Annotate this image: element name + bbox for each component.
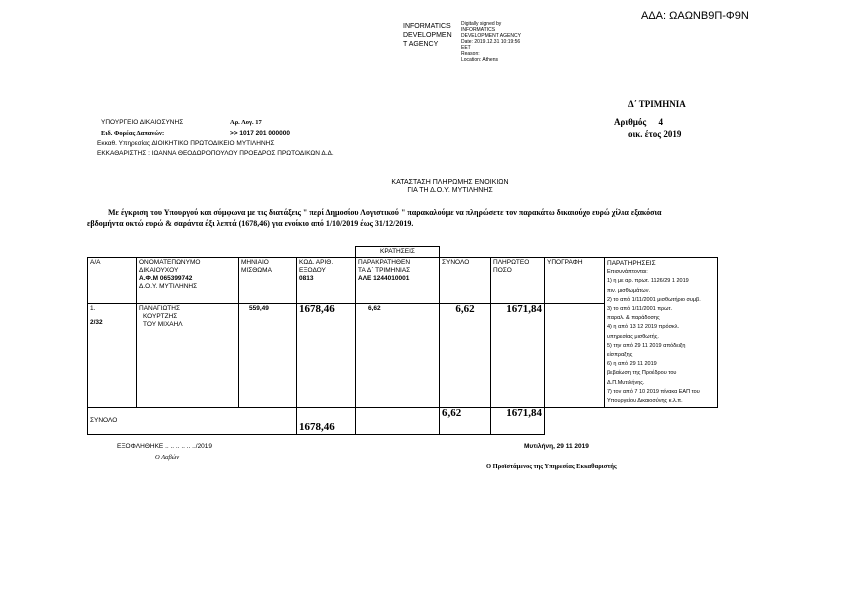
remark-line: 3) το από 1/11/2001 πρωτ.: [607, 306, 673, 313]
receiver-label: Ο Λαβών: [155, 454, 180, 461]
blank-cell: [297, 247, 356, 258]
row-aa: [88, 304, 137, 408]
beneficiary-line: ΤΟΥ ΜΙΧΑΗΛ: [143, 321, 183, 329]
digital-signature-stamp: [461, 21, 521, 63]
header-line: ΟΝΟΜΑΤΕΠΩΝΥΜΟ: [139, 259, 201, 266]
remark-line: Επισυνάπτονται:: [607, 269, 648, 276]
payable-amount: 1671,84: [506, 303, 542, 316]
ada-code: ΑΔΑ: ΩΑΩΝΒ9Π-Φ9Ν: [641, 10, 749, 22]
header-monthly-rent: [239, 258, 297, 304]
header-line: ΕΞΟΔΟΥ: [299, 267, 326, 274]
row-payable: [491, 304, 545, 408]
stamp-line: Location: Athens: [461, 57, 498, 63]
blank-cell: [491, 247, 545, 258]
remarks-cell: [605, 258, 718, 408]
remark-line: 4) η από 13 12 2019 πρόσκλ.: [607, 324, 680, 331]
header-remarks: ΠΑΡΑΤΗΡΗΣΕΙΣ: [607, 260, 656, 267]
header-expense-code: [297, 258, 356, 304]
remark-line: 2) το από 1/11/2001 μισθωτήριο συμβ.: [607, 296, 701, 303]
blank-cell: [137, 247, 239, 258]
total-row-withheld: [356, 408, 440, 435]
remark-line: πιν. μισθωμάτων.: [607, 287, 650, 294]
head-of-service: Ο Προϊστάμενος της Υπηρεσίας Εκκαθαριστής: [486, 463, 617, 470]
agency-name-line: DEVELOPMEN: [403, 32, 452, 39]
stamp-line: Date: 2019.12.31 10:19:56: [461, 39, 521, 45]
header-signature: ΥΠΟΓΡΑΦΗ: [545, 258, 605, 304]
beneficiary-line: ΚΟΥΡΤΖΗΣ: [143, 313, 178, 321]
header-line: ΤΑ Δ΄ ΤΡΙΜΗΝΙΑΣ: [358, 267, 411, 274]
header-line: Α.Φ.Μ 065399742: [139, 275, 193, 282]
account-number: Αρ. Λογ. 17: [230, 119, 262, 126]
beneficiary-line: ΠΑΝΑΓΙΩΤΗΣ: [139, 305, 180, 313]
remark-line: βεβαίωση της Προέδρου του: [607, 370, 677, 377]
blank-cell: [239, 247, 297, 258]
place-date: Μυτιλήνη, 29 11 2019: [524, 443, 589, 450]
header-line: ΜΙΣΘΩΜΑ: [241, 267, 272, 274]
remark-line: 6) η από 29 11 2019: [607, 361, 657, 368]
total-row-expense: [297, 408, 356, 435]
remark-line: παραλ. & παράδοσης: [607, 315, 660, 322]
grand-total-amount: 6,62: [442, 407, 462, 420]
stamp-line: DEVELOPMENT AGENCY: [461, 33, 521, 39]
header-line: 0813: [299, 275, 314, 282]
special-body-label: Ειδ. Φορέας Δαπανών:: [101, 130, 165, 137]
row-beneficiary: [137, 304, 239, 408]
agency-name: [403, 22, 452, 49]
header-withheld: [356, 258, 440, 304]
total-row-label: ΣΥΝΟΛΟ: [88, 408, 297, 435]
blank-cell: [605, 247, 718, 258]
number-label: Αριθμός: [614, 117, 647, 127]
remark-line: 5) την από 29 11 2019 απόδειξη: [607, 342, 686, 349]
remark-line: Δ.Π.Μυτιλήνης.: [607, 379, 645, 386]
total-row-blank: [545, 408, 718, 435]
header-total: ΣΥΝΟΛΟ: [440, 258, 491, 304]
remark-line: Υπουργείου Δικαιοσύνης κ.λ.π.: [607, 398, 683, 405]
remark-line: 7) τον από 7 10 2019 πίνακα ΕΑΠ του: [607, 388, 700, 395]
blank-cell: [440, 247, 491, 258]
document-subtitle: ΓΙΑ ΤΗ Δ.Ο.Υ. ΜΥΤΙΛΗΝΗΣ: [407, 187, 493, 194]
stamp-line: Reason:: [461, 51, 480, 57]
remark-line: 1) η με αρ. πρωτ. 1126/29 1 2019: [607, 278, 689, 285]
grand-payable-amount: 1671,84: [506, 407, 542, 420]
remark-line: είσπραξης: [607, 352, 633, 359]
row-number: 1.: [90, 305, 96, 313]
header-line: ΠΛΗΡΩΤΕΟ: [493, 259, 530, 266]
number-value: 4: [658, 117, 663, 127]
total-amount: 6,62: [455, 303, 475, 316]
ministry-name: ΥΠΟΥΡΓΕΙΟ ΔΙΚΑΙΟΣΥΝΗΣ: [101, 119, 184, 126]
stamp-line: Digitally signed by: [461, 21, 502, 27]
paid-line: ΕΞΟΦΛΗΘΗΚΕ .. .. .. .. .. ../2019: [117, 443, 213, 450]
intro-line: εβδομήντα οκτώ ευρώ & σαράντα έξι λεπτά (1678,46) για ενοίκιο από 1/10/2019 έως 31/12/2019.: [87, 219, 414, 228]
payment-table: [87, 246, 718, 435]
fiscal-year: οικ. έτος 2019: [628, 129, 682, 139]
header-line: ΠΟΣΟ: [493, 267, 512, 274]
document-number: [614, 117, 663, 127]
remark-line: υπηρεσίας μισθωτής.: [607, 333, 659, 340]
header-line: ΑΛΕ 1244010001: [358, 275, 410, 282]
total-expense-amount: 1678,46: [299, 421, 335, 434]
blank-cell: [545, 247, 605, 258]
row-expense-amount: [297, 304, 356, 408]
blank-cell: [88, 247, 137, 258]
total-row-total: [440, 408, 491, 435]
expense-amount: 1678,46: [299, 303, 335, 316]
liquidator-line: ΕΚΚΑΘΑΡΙΣΤΗΣ : ΙΩΑΝΝΑ ΘΕΟΔΩΡΟΠΟΥΛΟΥ ΠΡΟΕΔΡΟΣ ΠΡΩΤΟΔΙΚΩΝ Δ.Δ.: [97, 150, 334, 157]
header-line: ΠΑΡΑΚΡΑΤΗΘΕΝ: [358, 259, 411, 266]
row-withheld: 6,62: [356, 304, 440, 408]
stamp-line: EET: [461, 45, 471, 51]
special-body-value: >> 1017 201 000000: [230, 130, 291, 137]
header-payable: [491, 258, 545, 304]
row-monthly-rent: 559,49: [239, 304, 297, 408]
row-sub-number: 2/32: [90, 319, 103, 327]
agency-name-line: T AGENCY: [403, 41, 439, 48]
intro-line: Με έγκριση του Υπουργού και σύμφωνα με τις διατάξεις " περί Δημοσίου Λογιστικού " παρακαλούμε να πληρώσετε τον παρακάτω δικαιούχο ευρώ χίλια εξακόσια: [108, 208, 662, 217]
agency-name-line: INFORMATICS: [403, 23, 451, 30]
header-beneficiary: [137, 258, 239, 304]
header-aa: Α/Α: [88, 258, 137, 304]
withholdings-group-header: ΚΡΑΤΗΣΕΙΣ: [356, 247, 440, 258]
document-title: ΚΑΤΑΣΤΑΣΗ ΠΛΗΡΩΜΗΣ ΕΝΟΙΚΙΩΝ: [391, 179, 509, 186]
header-line: ΔΙΚΑΙΟΥΧΟΥ: [139, 267, 179, 274]
stamp-line: INFORMATICS: [461, 27, 496, 33]
header-line: ΚΩΔ. ΑΡΙΘ.: [299, 259, 334, 266]
row-signature: [545, 304, 605, 408]
service-line: Εκκαθ. Υπηρεσίας ΔΙΟΙΚΗΤΙΚΟ ΠΡΩΤΟΔΙΚΕΙΟ ΜΥΤΙΛΗΝΗΣ: [97, 140, 275, 147]
total-row-payable: [491, 408, 545, 435]
header-line: Δ.Ο.Υ. ΜΥΤΙΛΗΝΗΣ: [139, 283, 198, 290]
quarter-label: Δ΄ ΤΡΙΜΗΝΙΑ: [628, 99, 686, 109]
row-total: [440, 304, 491, 408]
header-line: ΜΗΝΙΑΙΟ: [241, 259, 269, 266]
